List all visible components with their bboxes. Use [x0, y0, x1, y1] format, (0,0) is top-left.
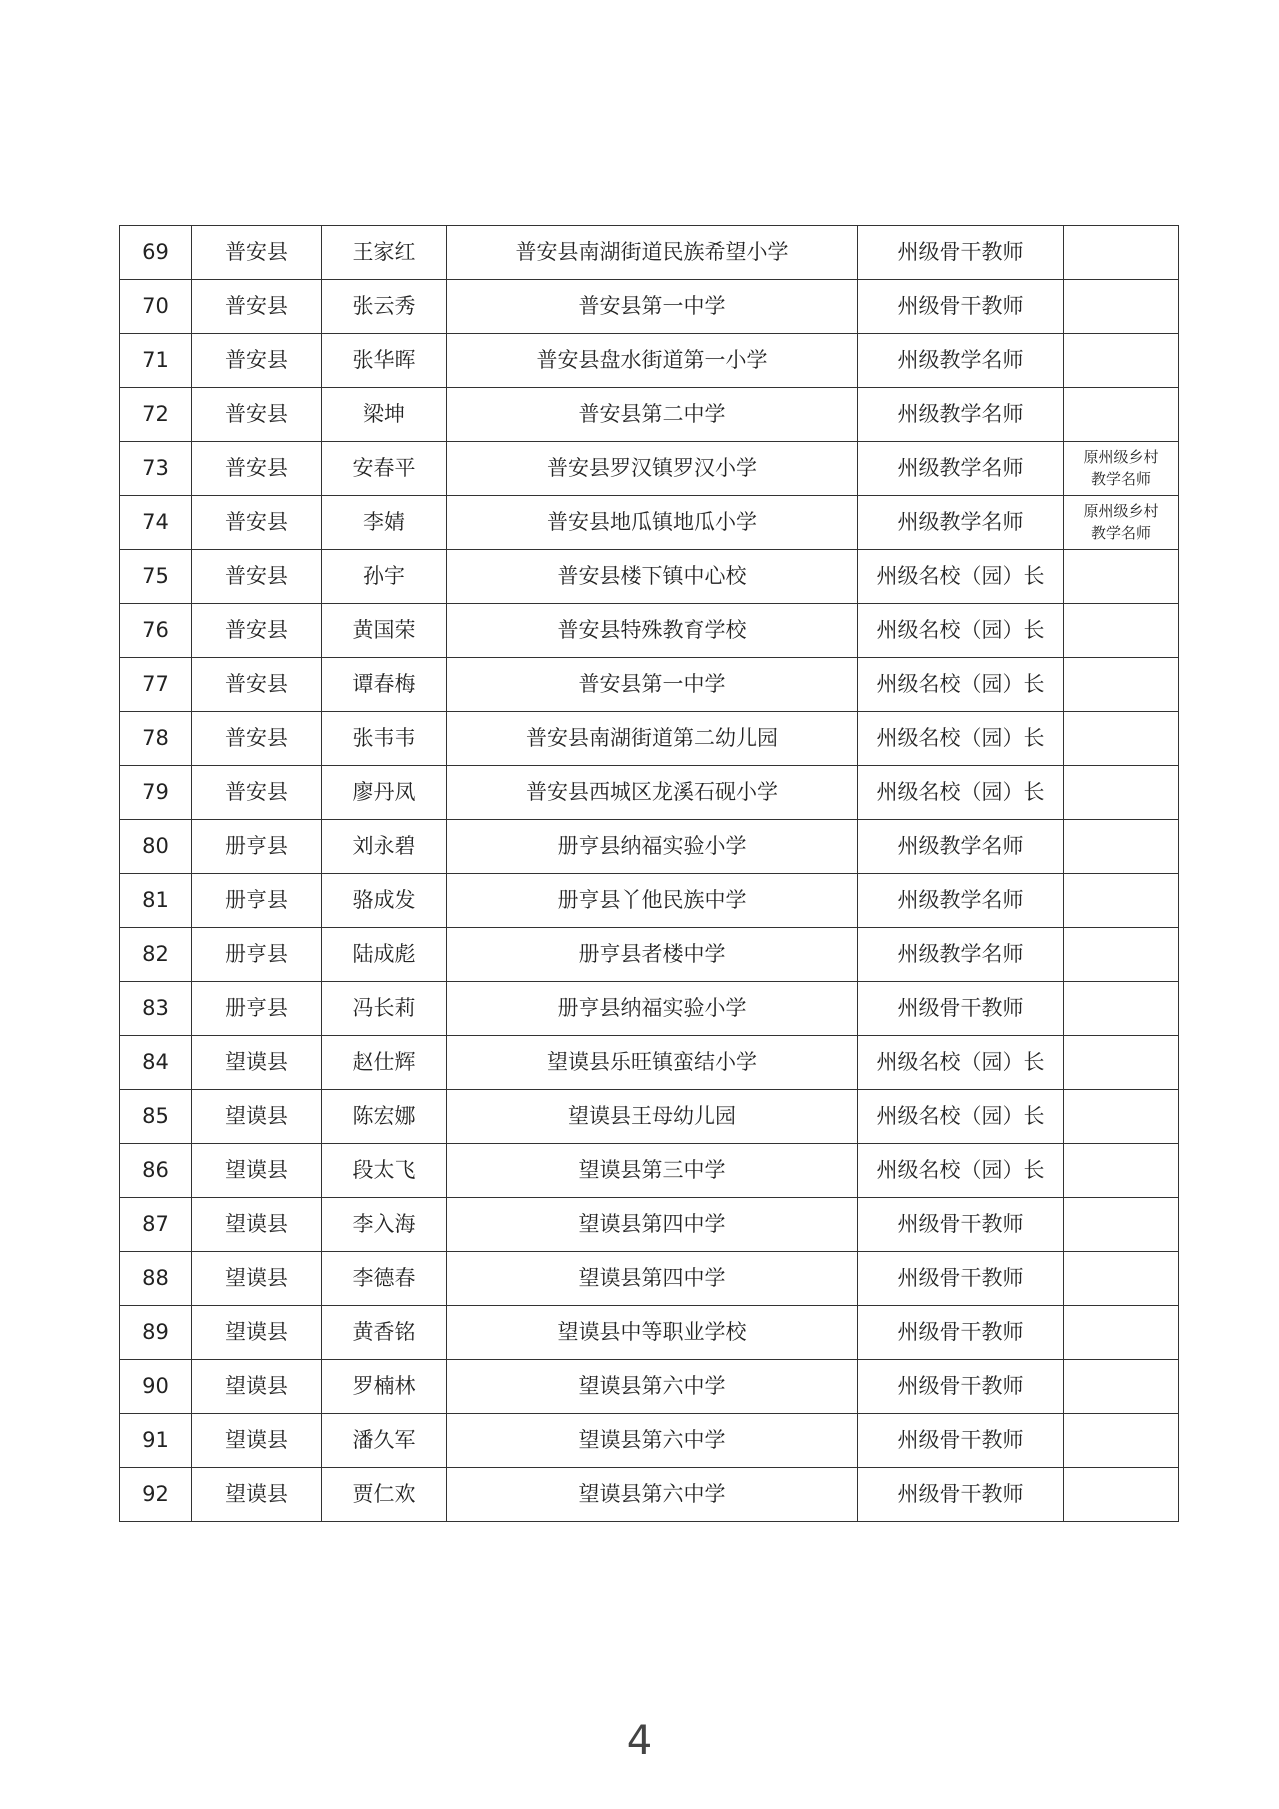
- school-cell: 普安县罗汉镇罗汉小学: [447, 442, 858, 496]
- row-number-cell: 83: [120, 982, 192, 1036]
- school-cell: 普安县盘水街道第一小学: [447, 334, 858, 388]
- row-number-cell: 86: [120, 1144, 192, 1198]
- county-cell: 普安县: [192, 388, 322, 442]
- county-cell: 普安县: [192, 712, 322, 766]
- honor-title-cell: 州级名校（园）长: [858, 1144, 1064, 1198]
- county-cell: 普安县: [192, 280, 322, 334]
- honor-title-cell: 州级骨干教师: [858, 1198, 1064, 1252]
- teacher-name-cell: 张韦韦: [322, 712, 447, 766]
- honor-title-cell: 州级骨干教师: [858, 1468, 1064, 1522]
- school-cell: 普安县第二中学: [447, 388, 858, 442]
- row-number-cell: 87: [120, 1198, 192, 1252]
- table-body: [120, 226, 1179, 1522]
- table-row: [120, 658, 1179, 712]
- table-row: [120, 1090, 1179, 1144]
- honor-title-cell: 州级骨干教师: [858, 1360, 1064, 1414]
- county-cell: 普安县: [192, 334, 322, 388]
- teacher-name-cell: 黄国荣: [322, 604, 447, 658]
- remark-cell: [1064, 1144, 1179, 1198]
- teacher-name-cell: 段太飞: [322, 1144, 447, 1198]
- teacher-name-cell: 孙宇: [322, 550, 447, 604]
- table-row: [120, 1306, 1179, 1360]
- county-cell: 望谟县: [192, 1252, 322, 1306]
- school-cell: 普安县第一中学: [447, 658, 858, 712]
- row-number-cell: 80: [120, 820, 192, 874]
- honor-title-cell: 州级名校（园）长: [858, 1036, 1064, 1090]
- remark-cell: [1064, 496, 1179, 550]
- honor-title-cell: 州级名校（园）长: [858, 766, 1064, 820]
- honor-title-cell: 州级名校（园）长: [858, 550, 1064, 604]
- table-row: [120, 1144, 1179, 1198]
- row-number-cell: 89: [120, 1306, 192, 1360]
- school-cell: 普安县西城区龙溪石砚小学: [447, 766, 858, 820]
- row-number-cell: 85: [120, 1090, 192, 1144]
- county-cell: 普安县: [192, 226, 322, 280]
- teacher-name-cell: 廖丹凤: [322, 766, 447, 820]
- county-cell: 普安县: [192, 496, 322, 550]
- teacher-name-cell: 张华晖: [322, 334, 447, 388]
- table-row: [120, 1360, 1179, 1414]
- remark-line: 教学名师: [1090, 469, 1151, 488]
- row-number-cell: 72: [120, 388, 192, 442]
- honor-title-cell: 州级名校（园）长: [858, 712, 1064, 766]
- school-cell: 望谟县第六中学: [447, 1468, 858, 1522]
- school-cell: 望谟县第四中学: [447, 1252, 858, 1306]
- honor-title-cell: 州级教学名师: [858, 388, 1064, 442]
- honor-title-cell: 州级教学名师: [858, 442, 1064, 496]
- honor-title-cell: 州级骨干教师: [858, 280, 1064, 334]
- teacher-roster-table: [119, 225, 1179, 1522]
- remark-line: 原州级乡村: [1083, 447, 1159, 466]
- school-cell: 普安县楼下镇中心校: [447, 550, 858, 604]
- honor-title-cell: 州级骨干教师: [858, 226, 1064, 280]
- teacher-name-cell: 李入海: [322, 1198, 447, 1252]
- honor-title-cell: 州级教学名师: [858, 874, 1064, 928]
- teacher-name-cell: 罗楠林: [322, 1360, 447, 1414]
- table-row: [120, 550, 1179, 604]
- honor-title-cell: 州级教学名师: [858, 820, 1064, 874]
- remark-cell: [1064, 712, 1179, 766]
- row-number-cell: 92: [120, 1468, 192, 1522]
- honor-title-cell: 州级教学名师: [858, 496, 1064, 550]
- school-cell: 册亨县者楼中学: [447, 928, 858, 982]
- remark-cell: [1064, 766, 1179, 820]
- remark-cell: [1064, 928, 1179, 982]
- remark-cell: [1064, 280, 1179, 334]
- remark-cell: [1064, 1090, 1179, 1144]
- honor-title-cell: 州级名校（园）长: [858, 604, 1064, 658]
- honor-title-cell: 州级骨干教师: [858, 1414, 1064, 1468]
- honor-title-cell: 州级教学名师: [858, 928, 1064, 982]
- remark-cell: [1064, 1468, 1179, 1522]
- table-row: [120, 820, 1179, 874]
- teacher-name-cell: 李婧: [322, 496, 447, 550]
- county-cell: 望谟县: [192, 1090, 322, 1144]
- school-cell: 册亨县丫他民族中学: [447, 874, 858, 928]
- county-cell: 望谟县: [192, 1144, 322, 1198]
- row-number-cell: 70: [120, 280, 192, 334]
- remark-cell: [1064, 874, 1179, 928]
- county-cell: 望谟县: [192, 1360, 322, 1414]
- page-number: 4: [626, 1718, 653, 1764]
- county-cell: 普安县: [192, 550, 322, 604]
- row-number-cell: 71: [120, 334, 192, 388]
- remark-cell: [1064, 604, 1179, 658]
- teacher-name-cell: 梁坤: [322, 388, 447, 442]
- teacher-name-cell: 陆成彪: [322, 928, 447, 982]
- county-cell: 望谟县: [192, 1036, 322, 1090]
- teacher-name-cell: 黄香铭: [322, 1306, 447, 1360]
- honor-title-cell: 州级名校（园）长: [858, 1090, 1064, 1144]
- table-row: [120, 712, 1179, 766]
- remark-line: 教学名师: [1090, 523, 1151, 542]
- remark-cell: [1064, 1306, 1179, 1360]
- row-number-cell: 74: [120, 496, 192, 550]
- school-cell: 册亨县纳福实验小学: [447, 820, 858, 874]
- table-row: [120, 280, 1179, 334]
- honor-title-cell: 州级教学名师: [858, 334, 1064, 388]
- remark-cell: [1064, 1414, 1179, 1468]
- county-cell: 普安县: [192, 766, 322, 820]
- remark-cell: [1064, 334, 1179, 388]
- teacher-name-cell: 刘永碧: [322, 820, 447, 874]
- honor-title-cell: 州级骨干教师: [858, 982, 1064, 1036]
- honor-title-cell: 州级名校（园）长: [858, 658, 1064, 712]
- teacher-name-cell: 陈宏娜: [322, 1090, 447, 1144]
- row-number-cell: 84: [120, 1036, 192, 1090]
- teacher-name-cell: 李德春: [322, 1252, 447, 1306]
- table-row: [120, 442, 1179, 496]
- table-row: [120, 982, 1179, 1036]
- table-row: [120, 766, 1179, 820]
- county-cell: 望谟县: [192, 1198, 322, 1252]
- school-cell: 普安县地瓜镇地瓜小学: [447, 496, 858, 550]
- table-row: [120, 496, 1179, 550]
- table-row: [120, 334, 1179, 388]
- remark-cell: [1064, 1252, 1179, 1306]
- row-number-cell: 78: [120, 712, 192, 766]
- row-number-cell: 79: [120, 766, 192, 820]
- table-row: [120, 1468, 1179, 1522]
- row-number-cell: 81: [120, 874, 192, 928]
- county-cell: 普安县: [192, 658, 322, 712]
- honor-title-cell: 州级骨干教师: [858, 1306, 1064, 1360]
- school-cell: 望谟县第六中学: [447, 1360, 858, 1414]
- county-cell: 望谟县: [192, 1468, 322, 1522]
- school-cell: 普安县第一中学: [447, 280, 858, 334]
- county-cell: 册亨县: [192, 982, 322, 1036]
- row-number-cell: 73: [120, 442, 192, 496]
- county-cell: 望谟县: [192, 1414, 322, 1468]
- school-cell: 普安县南湖街道第二幼儿园: [447, 712, 858, 766]
- school-cell: 望谟县中等职业学校: [447, 1306, 858, 1360]
- school-cell: 望谟县第三中学: [447, 1144, 858, 1198]
- remark-cell: [1064, 550, 1179, 604]
- teacher-name-cell: 张云秀: [322, 280, 447, 334]
- teacher-name-cell: 冯长莉: [322, 982, 447, 1036]
- row-number-cell: 90: [120, 1360, 192, 1414]
- school-cell: 普安县南湖街道民族希望小学: [447, 226, 858, 280]
- table-row: [120, 388, 1179, 442]
- school-cell: 望谟县第六中学: [447, 1414, 858, 1468]
- remark-cell: [1064, 658, 1179, 712]
- remark-line: 原州级乡村: [1083, 501, 1159, 520]
- row-number-cell: 75: [120, 550, 192, 604]
- county-cell: 册亨县: [192, 874, 322, 928]
- row-number-cell: 88: [120, 1252, 192, 1306]
- table-row: [120, 1414, 1179, 1468]
- remark-cell: [1064, 226, 1179, 280]
- school-cell: 普安县特殊教育学校: [447, 604, 858, 658]
- county-cell: 册亨县: [192, 820, 322, 874]
- table-row: [120, 1036, 1179, 1090]
- remark-cell: [1064, 1036, 1179, 1090]
- row-number-cell: 91: [120, 1414, 192, 1468]
- school-cell: 册亨县纳福实验小学: [447, 982, 858, 1036]
- table-row: [120, 1252, 1179, 1306]
- teacher-name-cell: 王家红: [322, 226, 447, 280]
- teacher-name-cell: 贾仁欢: [322, 1468, 447, 1522]
- teacher-name-cell: 安春平: [322, 442, 447, 496]
- remark-cell: [1064, 1360, 1179, 1414]
- table-row: [120, 874, 1179, 928]
- school-cell: 望谟县王母幼儿园: [447, 1090, 858, 1144]
- remark-cell: [1064, 1198, 1179, 1252]
- remark-cell: [1064, 982, 1179, 1036]
- remark-cell: [1064, 820, 1179, 874]
- table-row: [120, 928, 1179, 982]
- row-number-cell: 69: [120, 226, 192, 280]
- county-cell: 普安县: [192, 442, 322, 496]
- honor-title-cell: 州级骨干教师: [858, 1252, 1064, 1306]
- row-number-cell: 76: [120, 604, 192, 658]
- county-cell: 册亨县: [192, 928, 322, 982]
- row-number-cell: 82: [120, 928, 192, 982]
- teacher-name-cell: 赵仕辉: [322, 1036, 447, 1090]
- remark-cell: [1064, 388, 1179, 442]
- row-number-cell: 77: [120, 658, 192, 712]
- table-row: [120, 604, 1179, 658]
- school-cell: 望谟县乐旺镇蛮结小学: [447, 1036, 858, 1090]
- table-row: [120, 1198, 1179, 1252]
- teacher-name-cell: 骆成发: [322, 874, 447, 928]
- table-row: [120, 226, 1179, 280]
- county-cell: 望谟县: [192, 1306, 322, 1360]
- teacher-name-cell: 潘久军: [322, 1414, 447, 1468]
- remark-cell: [1064, 442, 1179, 496]
- county-cell: 普安县: [192, 604, 322, 658]
- school-cell: 望谟县第四中学: [447, 1198, 858, 1252]
- teacher-name-cell: 谭春梅: [322, 658, 447, 712]
